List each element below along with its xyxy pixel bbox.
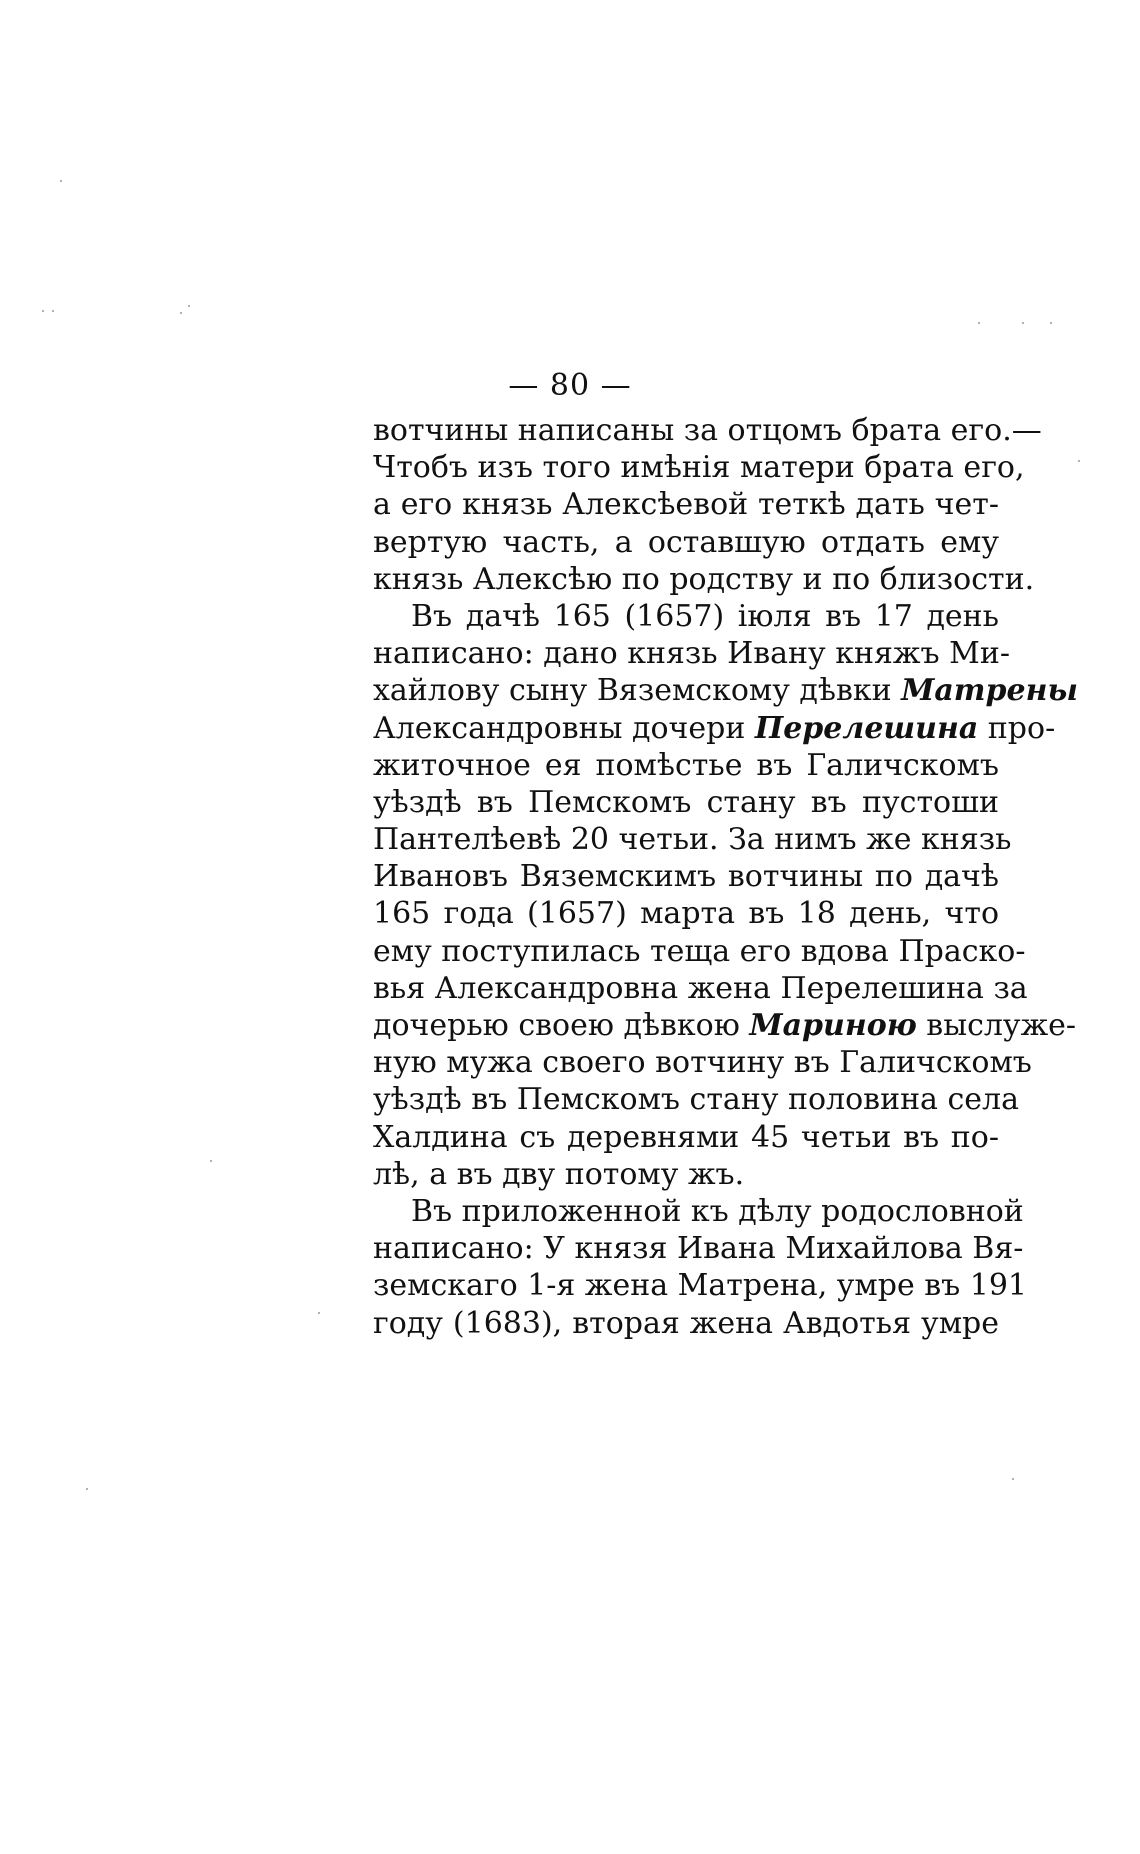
- text-line: хайлову сыну Вяземскому дѣвки Матрены: [373, 673, 1079, 709]
- text-line: Халдина съ деревнями 45 четьи въ по-: [373, 1119, 999, 1155]
- text-line: году (1683), вторая жена Авдотья умре: [373, 1305, 999, 1341]
- scan-speck: [1022, 322, 1024, 324]
- scan-speck: [86, 1488, 88, 1490]
- scan-speck: [978, 322, 980, 324]
- text-line: житочное ея помѣстье въ Галичскомъ: [373, 747, 999, 783]
- body-text: [373, 412, 1079, 1342]
- paragraph-start-line: Въ приложенной къ дѣлу родословной: [411, 1193, 1024, 1229]
- text-line: ную мужа своего вотчину въ Галичскомъ: [373, 1045, 1032, 1081]
- scan-speck: [180, 312, 182, 314]
- scan-speck: [188, 305, 190, 307]
- text-line: написано: дано князь Ивану княжъ Ми-: [373, 636, 1010, 672]
- text-line: Чтобъ изъ того имѣнія матери брата его,: [373, 450, 1025, 486]
- scan-speck: [1078, 460, 1080, 462]
- text-line: князь Алексѣю по родству и по близости.: [373, 561, 1035, 597]
- text-line: вертую часть, а оставшую отдать ему: [373, 524, 999, 560]
- scan-speck: [210, 1160, 212, 1162]
- text-line: вья Александровна жена Перелешина за: [373, 970, 1028, 1006]
- text-line: земскаго 1-я жена Матрена, умре въ 191: [373, 1268, 1028, 1304]
- scan-speck: [1012, 1478, 1014, 1480]
- text-line: ему поступилась теща его вдова Праско-: [373, 933, 1026, 969]
- scan-speck: [52, 310, 54, 312]
- text-line: дочерью своею дѣвкою Мариною выслуже-: [373, 1008, 1077, 1043]
- text-line: Ивановъ Вяземскимъ вотчины по дачѣ: [373, 859, 999, 895]
- scan-speck: [42, 310, 44, 312]
- text-line: а его князь Алексѣевой теткѣ дать чет-: [373, 487, 999, 523]
- scan-speck: [60, 180, 62, 182]
- page-number: — 80 —: [508, 368, 632, 403]
- italic-name: Перелешина: [754, 710, 979, 746]
- text-line: написано: У князя Ивана Михайлова Вя-: [373, 1231, 1024, 1267]
- paragraph-start-line: Въ дачѣ 165 (1657) іюля въ 17 день: [411, 598, 999, 634]
- text-line: вотчины написаны за отцомъ брата его.—: [373, 413, 1042, 448]
- text-line: уѣздѣ въ Пемскомъ стану половина села: [373, 1082, 1019, 1118]
- italic-name: Мариною: [749, 1008, 917, 1043]
- text-line: 165 года (1657) марта въ 18 день, что: [373, 896, 999, 932]
- scan-speck: [1050, 322, 1052, 324]
- text-line: уѣздѣ въ Пемскомъ стану въ пустоши: [373, 784, 999, 820]
- text-line: Александровны дочери Перелешина про-: [373, 710, 1056, 746]
- text-line: лѣ, а въ дву потому жъ.: [373, 1156, 745, 1192]
- scan-speck: [318, 1312, 320, 1314]
- italic-name: Матрены: [901, 673, 1079, 709]
- text-line: Пантелѣевѣ 20 четьи. За нимъ же князь: [373, 822, 1012, 858]
